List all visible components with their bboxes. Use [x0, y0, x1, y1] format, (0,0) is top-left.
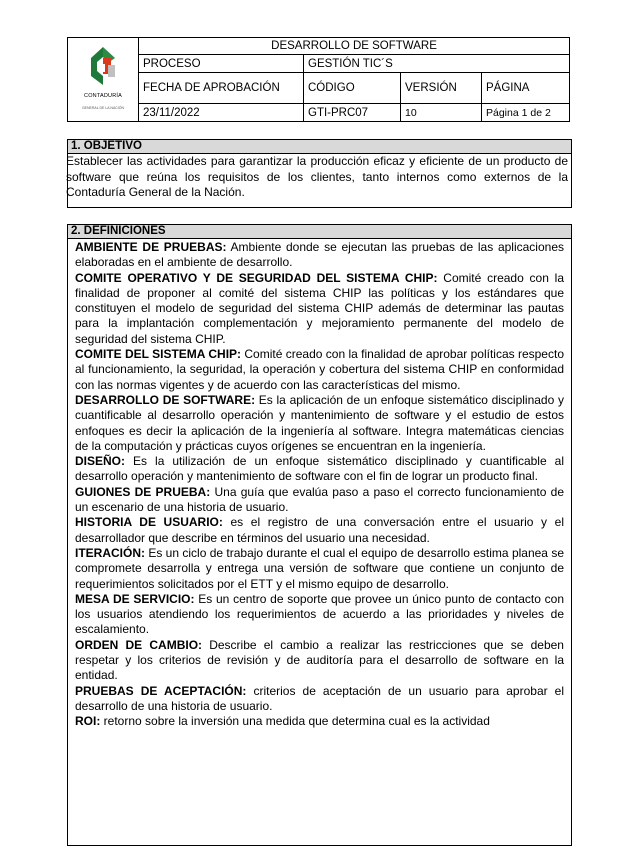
definition-item	[75, 454, 564, 485]
definition-text: Es un ciclo de trabajo durante el cual el equipo de desarrollo estima planea se compromete desarrolla y entrega una versión de software que contiene un conjunto de requerimientos solicitados por el ETT y el mismo equipo de desarrollo.	[75, 545, 564, 591]
definiciones-section	[67, 224, 572, 846]
objetivo-text: Establecer las actividades para garantizar la producción eficaz y eficiente de un producto de software que reúna los requisitos de los clientes, tanto internos como externos de la Contaduría General de la Nación.	[66, 154, 568, 199]
fecha-value: 23/11/2022	[139, 104, 304, 122]
pagina-label: PÁGINA	[482, 73, 570, 104]
definition-term: AMBIENTE DE PRUEBAS:	[75, 240, 227, 254]
definition-term: GUIONES DE PRUEBA:	[75, 484, 211, 499]
fecha-label: FECHA DE APROBACIÓN	[139, 73, 304, 104]
definition-term: PRUEBAS DE ACEPTACIÓN:	[75, 683, 247, 698]
proceso-value: GESTIÓN TIC´S	[304, 55, 570, 73]
definition-term: DESARROLLO DE SOFTWARE:	[75, 392, 256, 407]
definition-item	[75, 684, 564, 715]
definition-text: criterios de aceptación de un usuario para aprobar el desarrollo de una historia de usuario.	[75, 683, 564, 713]
logo-text: CONTADURÍA	[84, 92, 122, 99]
definition-item	[75, 485, 564, 516]
definition-item	[75, 714, 564, 729]
definition-term: DISEÑO:	[75, 454, 126, 469]
proceso-label: PROCESO	[139, 55, 304, 73]
definition-item	[75, 546, 564, 592]
definition-text: Ambiente donde se ejecutan las pruebas de las aplicaciones elaboradas en el ambiente de desarrollo.	[75, 240, 564, 270]
definition-text: Comité creado con la finalidad de aprobar políticas respecto al funcionamiento, la seguridad, la operación y cobertura del sistema CHIP en conformidad con las normas vigentes y de acuerdo con las características del mismo.	[75, 347, 564, 392]
definition-item	[75, 271, 564, 347]
definition-item	[75, 592, 564, 638]
section-title-definiciones: 2. DEFINICIONES	[68, 225, 571, 239]
definition-item	[75, 638, 564, 684]
logo	[68, 38, 139, 122]
section-title-objetivo: 1. OBJETIVO	[68, 140, 571, 154]
document-header-table	[67, 37, 570, 122]
definition-item	[75, 347, 564, 393]
definition-text: Es la aplicación de un enfoque sistemático disciplinado y cuantificable al desarrollo operación y mantenimiento de software y el estudio de estos enfoques es decir la aplicación de la ingeniería al software. Integra matemáticas ciencias de la computación y prácticas cuyos orígenes se encuentran en la ingeniería.	[75, 392, 564, 453]
definition-text: retorno sobre la inversión una medida que determina cual es la actividad	[100, 714, 490, 729]
definition-item	[75, 240, 564, 271]
definition-term: ITERACIÓN:	[75, 545, 145, 560]
definition-term: ORDEN DE CAMBIO:	[75, 637, 203, 652]
definition-text: Es la utilización de un enfoque sistemático disciplinado y cuantificable al desarrollo operación y mantenimiento de software con el fin de lograr un producto final.	[75, 454, 564, 484]
codigo-value: GTI-PRC07	[304, 104, 401, 122]
objetivo-section	[67, 139, 572, 208]
logo-subtext: GENERAL DE LA NACIÓN	[81, 105, 125, 110]
definition-text: Una guía que evalúa paso a paso el correcto funcionamiento de un escenario de una historia de usuario.	[75, 484, 564, 515]
pagina-value: Página 1 de 2	[482, 104, 570, 122]
definition-term: MESA DE SERVICIO:	[75, 591, 195, 606]
version-label: VERSIÓN	[401, 73, 482, 104]
definition-term: ROI:	[75, 714, 101, 729]
definition-term: COMITE DEL SISTEMA CHIP:	[75, 347, 242, 362]
definitions-list	[68, 239, 571, 730]
contaduria-logo-icon	[86, 46, 120, 86]
definition-item	[75, 393, 564, 454]
definition-text: es el registro de una conversación entre el usuario y el desarrollador que describe en términos del usuario una necesidad.	[75, 515, 565, 545]
definition-text: Es un centro de soporte que provee un único punto de contacto con los usuarios atendiendo los requerimientos de acuerdo a las prioridades y niveles de escalamiento.	[75, 591, 564, 637]
document-title: DESARROLLO DE SOFTWARE	[139, 38, 570, 55]
definition-text: Describe el cambio a realizar las restricciones que se deben respetar y los criterios de revisión y de auditoría para el desarrollo de software en la entidad.	[75, 637, 564, 683]
version-value: 10	[401, 104, 482, 122]
definition-text: Comité creado con la finalidad de proponer al comité del sistema CHIP las políticas y los estándares que constituyen el modelo de seguridad del sistema CHIP además de determinar las pautas para la implantación complementación y mejoramiento permanente del modelo de seguridad del sistema CHIP.	[75, 270, 565, 346]
definition-term: COMITE OPERATIVO Y DE SEGURIDAD DEL SISTEMA CHIP:	[75, 270, 438, 285]
codigo-label: CÓDIGO	[304, 73, 401, 104]
definition-item	[75, 515, 564, 546]
definition-term: HISTORIA DE USUARIO:	[75, 515, 223, 530]
